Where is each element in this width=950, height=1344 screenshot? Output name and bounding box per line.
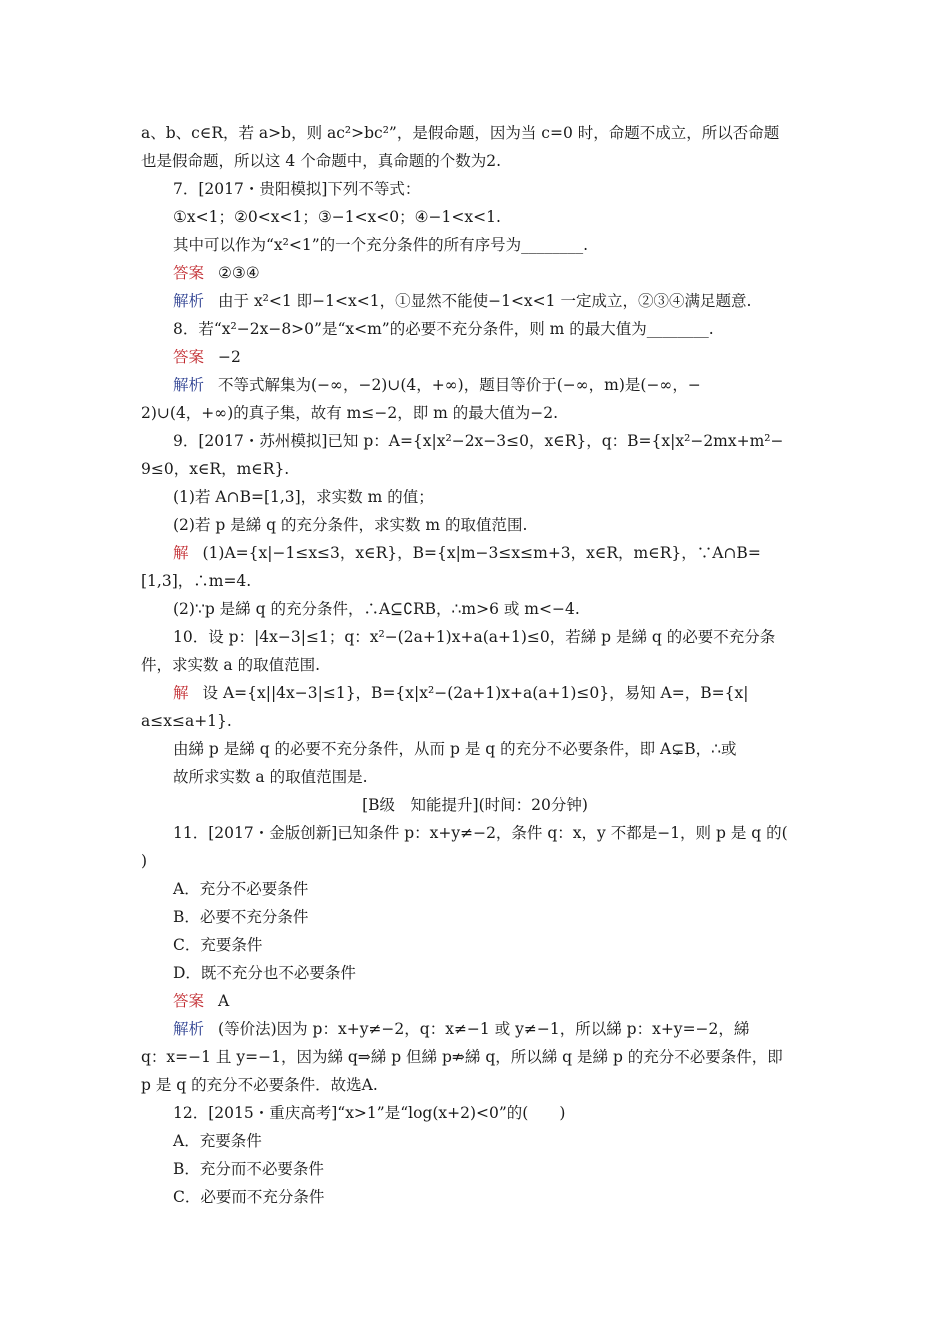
analysis-text: 由于 x²<1 即−1<x<1，①显然不能使−1<x<1 一定成立，②③④满足题意.: [218, 292, 752, 310]
text-line: p 是 q 的充分不必要条件．故选A.: [141, 1076, 378, 1094]
analysis-text: (等价法)因为 p：x+y≠−2，q：x≠−1 或 y≠−1，所以綈 p：x+y=−2，綈: [218, 1020, 750, 1038]
question-8: 8．若“x²−2x−8>0”是“x<m”的必要不充分条件，则 m 的最大值为________.: [173, 320, 714, 338]
text-line: 也是假命题，所以这 4 个命题中，真命题的个数为2.: [141, 152, 502, 170]
solution-text: (1)A={x|−1≤x≤3，x∈R}，B={x|m−3≤x≤m+3，x∈R，m∈R}，∵A∩B=: [202, 544, 761, 562]
solution-label: 解: [173, 684, 189, 702]
solution-row: [173, 683, 748, 703]
text-line: a、b、c∈R，若 a>b，则 ac²>bc²”，是假命题，因为当 c=0 时，命题不成立，所以否命题: [141, 124, 780, 142]
solution-label: 解: [173, 544, 189, 562]
answer-label: 答案: [173, 992, 205, 1010]
question-9: 9．[2017・苏州模拟]已知 p：A={x|x²−2x−3≤0，x∈R}，q：B={x|x²−2mx+m²−: [173, 432, 784, 450]
text-line: ): [141, 852, 148, 870]
analysis-label: 解析: [173, 1020, 205, 1038]
question-10: 10．设 p：|4x−3|≤1；q：x²−(2a+1)x+a(a+1)≤0，若綈 p 是綈 q 的必要不充分条: [173, 628, 776, 646]
option-a: A．充分不必要条件: [173, 880, 309, 898]
answer-label: 答案: [173, 264, 205, 282]
option-b: B．充分而不必要条件: [173, 1160, 324, 1178]
option-a: A．充要条件: [173, 1132, 262, 1150]
solution-text: 设 A={x||4x−3|≤1}，B={x|x²−(2a+1)x+a(a+1)≤0}，易知 A=，B={x|: [202, 684, 749, 702]
text-line: (2)若 p 是綈 q 的充分条件，求实数 m 的取值范围.: [173, 516, 528, 534]
answer-row: [173, 991, 229, 1011]
section-heading: [B级 知能提升](时间：20分钟): [362, 796, 588, 814]
text-line: 2)∪(4，+∞)的真子集，故有 m≤−2，即 m 的最大值为−2.: [141, 404, 559, 422]
text-line: (1)若 A∩B=[1,3]，求实数 m 的值；: [173, 488, 434, 506]
analysis-row: [173, 1019, 749, 1039]
text-line: q：x=−1 且 y=−1，因为綈 q⇒綈 p 但綈 p⇏綈 q，所以綈 q 是綈 p 的充分不必要条件，即: [141, 1048, 783, 1066]
question-12: 12．[2015・重庆高考]“x>1”是“log(x+2)<0”的( ): [173, 1104, 566, 1122]
text-line: 故所求实数 a 的取值范围是.: [173, 768, 368, 786]
solution-row: [173, 543, 761, 563]
analysis-row: [173, 291, 751, 311]
option-c: C．充要条件: [173, 936, 263, 954]
analysis-label: 解析: [173, 292, 205, 310]
text-line: 由綈 p 是綈 q 的必要不充分条件，从而 p 是 q 的充分不必要条件，即 A⊊B，∴或: [173, 740, 737, 758]
answer-row: [173, 263, 260, 283]
option-d: D．既不充分也不必要条件: [173, 964, 356, 982]
text-line: a≤x≤a+1}.: [141, 712, 232, 730]
text-line: [1,3]，∴m=4.: [141, 572, 252, 590]
answer-value: A: [218, 992, 230, 1010]
text-line: 件，求实数 a 的取值范围.: [141, 656, 321, 674]
text-line: ①x<1；②0<x<1；③−1<x<0；④−1<x<1.: [173, 208, 501, 226]
question-7: 7．[2017・贵阳模拟]下列不等式：: [173, 180, 421, 198]
text-line: 其中可以作为“x²<1”的一个充分条件的所有序号为________.: [173, 236, 589, 254]
option-b: B．必要不充分条件: [173, 908, 309, 926]
answer-value: −2: [218, 348, 241, 366]
text-line: 9≤0，x∈R，m∈R}.: [141, 460, 290, 478]
question-11: 11．[2017・金版创新]已知条件 p：x+y≠−2，条件 q：x，y 不都是−1，则 p 是 q 的(: [173, 824, 788, 842]
option-c: C．必要而不充分条件: [173, 1188, 325, 1206]
answer-row: [173, 347, 241, 367]
analysis-label: 解析: [173, 376, 205, 394]
answer-label: 答案: [173, 348, 205, 366]
answer-value: ②③④: [218, 264, 260, 282]
text-line: (2)∵p 是綈 q 的充分条件，∴A⊆∁RB，∴m>6 或 m<−4.: [173, 600, 580, 618]
analysis-row: [173, 375, 701, 395]
analysis-text: 不等式解集为(−∞，−2)∪(4，+∞)，题目等价于(−∞，m)是(−∞，−: [218, 376, 701, 394]
